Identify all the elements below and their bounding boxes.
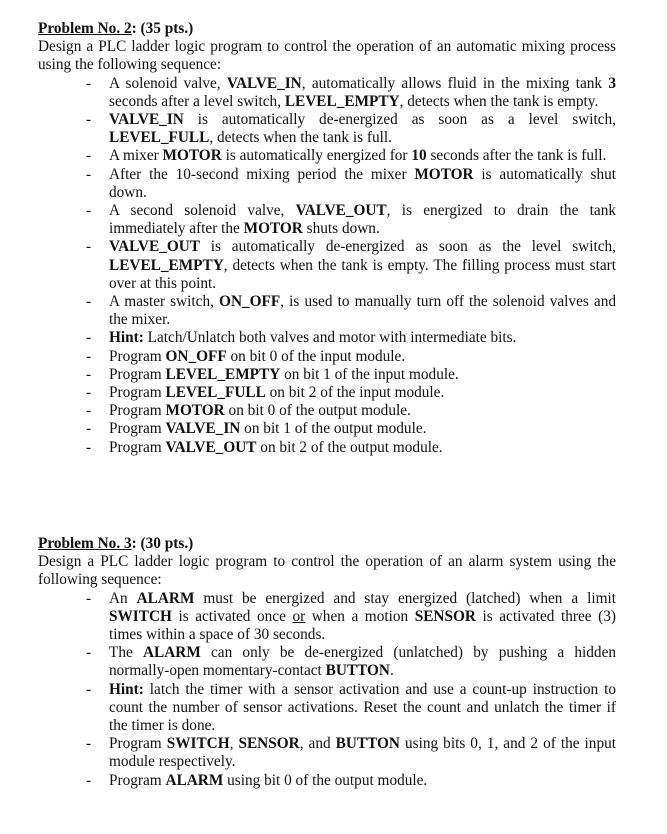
problem-3-intro: Design a PLC ladder logic program to control the operation of an alarm system using the following sequence:: [38, 553, 616, 589]
problem-3-number: Problem No. 3: [38, 535, 132, 552]
list-item: - Program ON_OFF on bit 0 of the input module.: [86, 347, 406, 365]
problem-2-heading: [38, 20, 616, 38]
list-item: - Hint: Latch/Unlatch both valves and motor with intermediate bits.: [86, 329, 517, 347]
problem-3-heading: [38, 535, 616, 553]
list-item: - A second solenoid valve, VALVE_OUT, is energized to drain the tank immediately after the MOTOR shuts down.: [86, 202, 616, 238]
problem-2-section: [38, 20, 616, 457]
list-item: - Program VALVE_IN on bit 1 of the output module.: [86, 420, 427, 438]
problem-2-points: : (35 pts.): [131, 20, 194, 37]
list-item: - Program LEVEL_EMPTY on bit 1 of the input module.: [86, 365, 459, 383]
list-item: - Program VALVE_OUT on bit 2 of the output module.: [86, 438, 443, 456]
list-item: - Program ALARM using bit 0 of the output module.: [86, 771, 428, 789]
problem-2-number: Problem No. 2: [38, 20, 132, 37]
list-item: - Program MOTOR on bit 0 of the output module.: [86, 402, 411, 420]
problem-3-section: [38, 535, 616, 790]
list-item: - A solenoid valve, VALVE_IN, automatically allows fluid in the mixing tank 3 seconds after a level switch, LEVEL_EMPTY, detects when the tank is empty.: [86, 74, 616, 110]
list-item: - The ALARM can only be de-energized (unlatched) by pushing a hidden normally-open momentary-contact BUTTON.: [86, 644, 617, 680]
problem-3-list: [38, 590, 616, 790]
problem-3-points: : (30 pts.): [131, 535, 194, 552]
list-item: - After the 10-second mixing period the mixer MOTOR is automatically shut down.: [86, 165, 616, 201]
list-item: - VALVE_OUT is automatically de-energized as soon as the level switch, LEVEL_EMPTY, detects when the tank is empty. The filling process must start over at this point.: [86, 238, 616, 292]
list-item: - An ALARM must be energized and stay energized (latched) when a limit SWITCH is activated once or when a motion SENSOR is activated three (3) times within a space of 30 seconds.: [86, 589, 616, 644]
list-item: - Program LEVEL_FULL on bit 2 of the input module.: [86, 384, 445, 402]
list-item: - Program SWITCH, SENSOR, and BUTTON using bits 0, 1, and 2 of the input module respectively.: [86, 735, 616, 771]
list-item: - VALVE_IN is automatically de-energized as soon as a level switch, LEVEL_FULL, detects when the tank is full.: [86, 111, 616, 147]
list-item: - Hint: latch the timer with a sensor activation and use a count-up instruction to count the number of sensor activations. Reset the count and unlatch the timer if the timer is done.: [86, 680, 616, 735]
list-item: - A master switch, ON_OFF, is used to manually turn off the solenoid valves and the mixer.: [86, 293, 616, 329]
list-item: - A mixer MOTOR is automatically energized for 10 seconds after the tank is full.: [86, 147, 607, 165]
problem-2-list: [38, 75, 616, 457]
problem-2-intro: Design a PLC ladder logic program to control the operation of an automatic mixing process using the following sequence:: [38, 38, 616, 74]
